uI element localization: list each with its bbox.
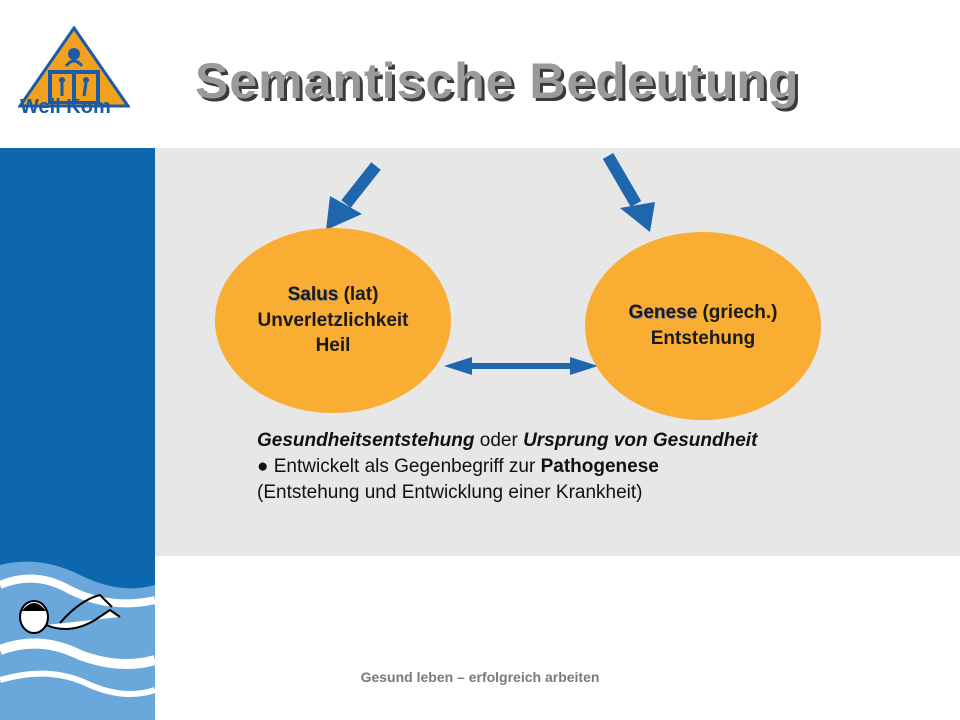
genese-term: Genese [628, 302, 698, 324]
description-text [257, 428, 817, 506]
connector-text: oder [474, 430, 524, 451]
genese-meaning: Entstehung [650, 328, 756, 349]
footer-tagline: Gesund leben – erfolgreich arbeiten [360, 669, 600, 685]
salus-term: Salus [287, 284, 339, 306]
salus-heading [288, 282, 379, 308]
logo-text: Well Kom [20, 96, 111, 118]
salus-circle [215, 228, 451, 413]
genese-circle [585, 232, 821, 420]
page-title: Semantische Bedeutung [195, 53, 800, 109]
bullet-icon: ● [257, 456, 269, 477]
salus-meaning-2: Heil [315, 335, 351, 357]
bullet-text: Entwickelt als Gegenbegriff zur [268, 456, 541, 477]
term-pathogenese: Pathogenese [540, 456, 659, 477]
genese-heading [629, 300, 778, 326]
swimmer-icon [0, 555, 155, 720]
genese-lang: (griech.) [697, 302, 778, 324]
description-line-1 [257, 428, 817, 454]
term-gesundheitsentstehung: Gesundheitsentstehung [257, 430, 475, 451]
description-paren: (Entstehung und Entwicklung einer Krankheit) [257, 482, 643, 503]
description-bullet-line [257, 454, 817, 480]
salus-meaning-1: Unverletzlichkeit [257, 309, 409, 331]
salus-lang: (lat) [338, 284, 379, 306]
term-ursprung: Ursprung von Gesundheit [523, 430, 758, 451]
